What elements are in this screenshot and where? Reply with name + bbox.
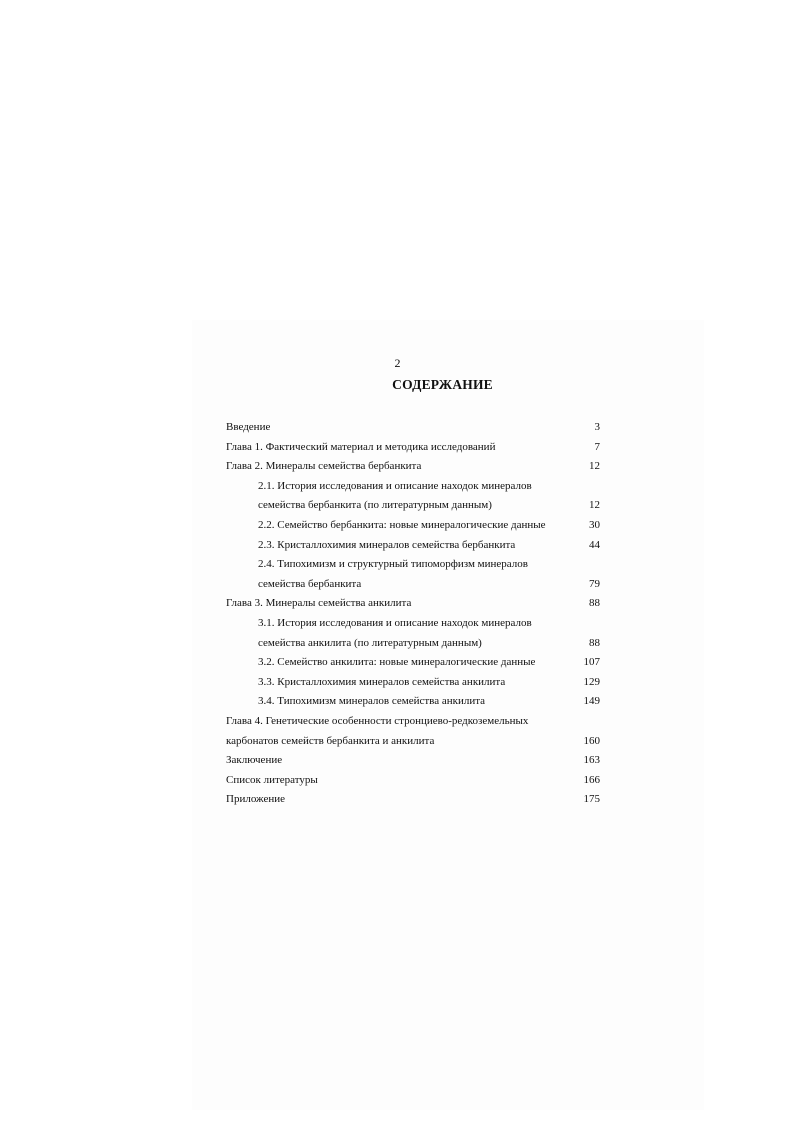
toc-entry-page: 3 [594,421,600,433]
toc-entry-title: Введение [226,421,271,433]
toc-entry-title: Глава 1. Фактический материал и методика исследований [226,440,496,453]
toc-entry-page: 12 [589,499,600,512]
toc-entry-title: 2.4. Типохимизм и структурный типоморфизм минералов [258,558,528,571]
toc-entry-page: 107 [583,656,600,669]
toc-entry-title: 3.3. Кристаллохимия минералов семейства анкилита [258,675,506,688]
toc-entry-page: 88 [589,597,600,610]
toc-entry [226,496,602,516]
toc-entry [226,438,602,458]
toc-entry [226,575,602,595]
toc-entry [226,418,602,438]
toc-entry [226,614,602,634]
toc-entry-page: 175 [583,793,600,806]
toc-entry [226,516,602,536]
toc-entry-page: 160 [583,734,600,747]
toc-entry-title: 3.2. Семейство анкилита: новые минералогические данные [258,656,536,669]
toc-entry-title: 2.3. Кристаллохимия минералов семейства бербанкита [258,538,516,551]
toc-entry [226,751,602,771]
toc-entry-page: 129 [583,675,600,688]
toc-entry-page: 12 [589,460,600,473]
toc-entry [226,477,602,497]
toc-entry-page: 88 [589,636,600,649]
toc-entry-title: карбонатов семейств бербанкита и анкилита [226,734,435,747]
toc-entry-title: Список литературы [226,773,318,786]
toc-entry-title: семейства бербанкита (по литературным данным) [258,499,492,512]
toc-entry-title: 2.1. История исследования и описание находок минералов [258,479,532,492]
toc-entry-title: Приложение [226,793,286,806]
toc-entry [226,790,602,810]
toc-entry [226,712,602,732]
toc-entry-title: Глава 3. Минералы семейства анкилита [226,597,412,610]
toc-entry [226,771,602,791]
toc-entry-title: 3.4. Типохимизм минералов семейства анкилита [258,695,486,708]
toc-entry [226,457,602,477]
page-number: 2 [394,356,401,370]
toc-entry-page: 79 [589,577,600,590]
toc-entry [226,555,602,575]
toc-entry-page: 30 [589,518,600,531]
toc-entry [226,732,602,752]
toc-entry-title: семейства бербанкита [258,577,362,590]
toc-entry [226,653,602,673]
toc-entry-page: 7 [594,440,600,453]
toc-entry-page: 149 [583,695,600,708]
toc-entry-title: Глава 4. Генетические особенности стронциево-редкоземельных [226,714,529,727]
toc-entry-page: 44 [589,538,600,551]
toc-entry [226,594,602,614]
toc-entry-title: семейства анкилита (по литературным данным) [258,636,482,649]
page-title: СОДЕРЖАНИЕ [392,377,493,392]
toc-entry-title: 3.1. История исследования и описание находок минералов [258,616,532,629]
toc-entry [226,673,602,693]
table-of-contents [226,418,602,810]
toc-entry [226,692,602,712]
toc-entry-title: 2.2. Семейство бербанкита: новые минералогические данные [258,518,546,531]
toc-entry-title: Заключение [226,754,283,767]
toc-entry-title: Глава 2. Минералы семейства бербанкита [226,460,422,473]
toc-entry-page: 163 [583,754,600,767]
toc-entry [226,536,602,556]
toc-entry-page: 166 [583,773,600,786]
toc-entry [226,634,602,654]
